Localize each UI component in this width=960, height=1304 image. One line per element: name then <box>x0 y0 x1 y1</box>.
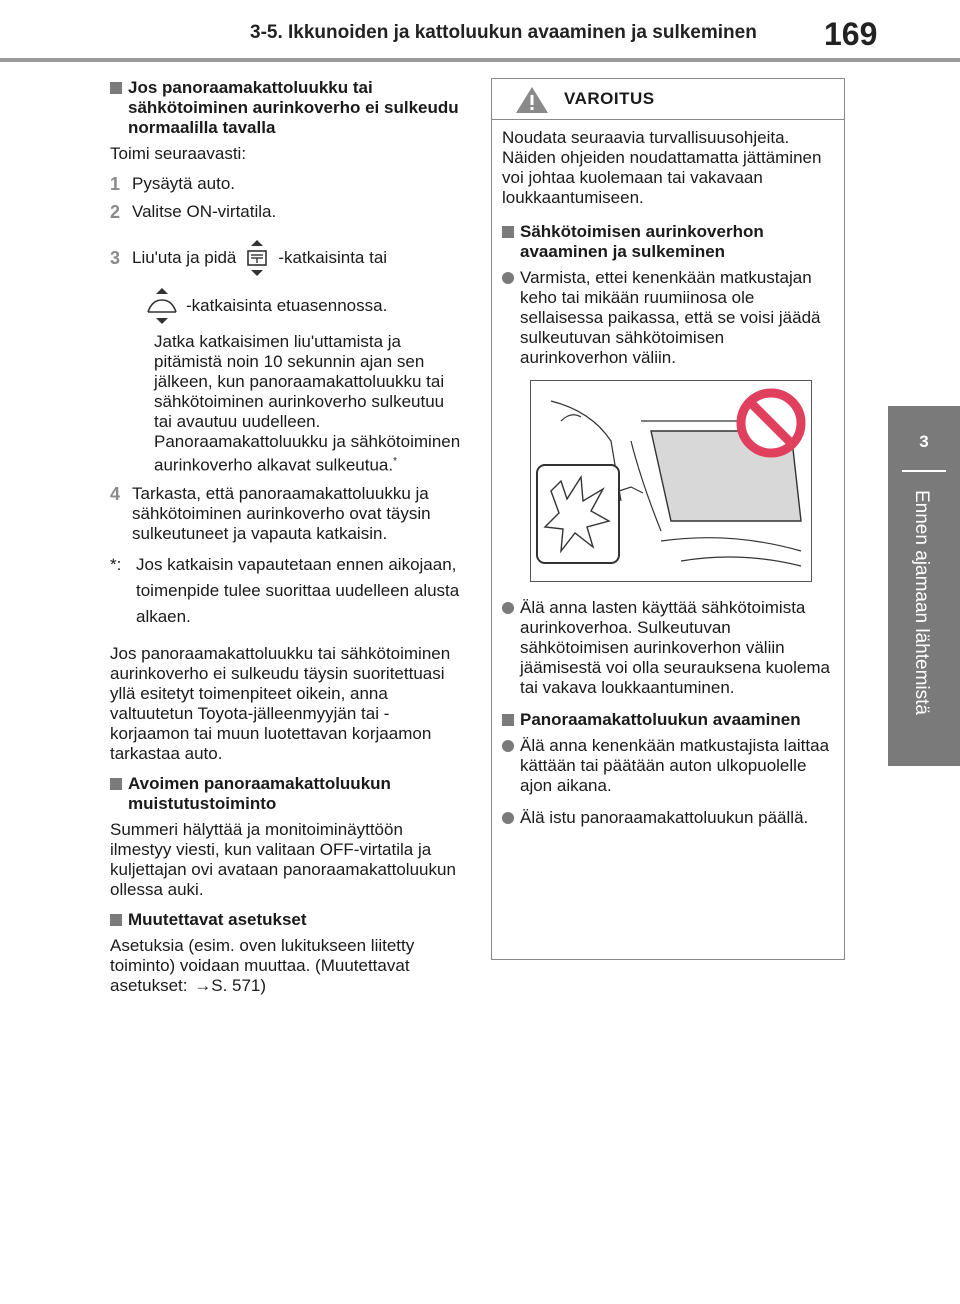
square-bullet-icon <box>110 82 122 94</box>
step-item: 1 Pysäytä auto. <box>110 174 236 194</box>
header-title: 3-5. Ikkunoiden ja kattoluukun avaaminen ja sulkeminen <box>250 22 757 43</box>
square-bullet-icon <box>110 914 122 926</box>
section-heading: Muutettavat asetukset <box>110 910 466 930</box>
header-rule <box>0 58 960 62</box>
sunshade-switch-icon <box>242 238 272 278</box>
warning-triangle-icon <box>514 85 550 115</box>
step-item: 3 Liu'uta ja pidä -katkaisinta tai -katkaisinta etuasennossa. Jatka katkaisimen liu'uttamista ja pitämistä noin 10 sekunnin ajan sen jälkeen, kun panoraamakattoluukku tai sähkötoiminen aurinkoverho sulkeutuu tai avautuu uudelleen. Panoraamakattoluukku ja sähkötoiminen aurinkoverho alkavat sulkeutua.* <box>110 236 466 476</box>
step-item: 2 Valitse ON-virtatila. <box>110 202 277 222</box>
warning-bullet: Älä istu panoraamakattoluukun päällä. <box>502 808 834 828</box>
square-bullet-icon <box>502 226 514 238</box>
intro-text: Toimi seuraavasti: <box>110 144 247 163</box>
round-bullet-icon <box>502 740 514 752</box>
warning-intro: Näiden ohjeiden noudattamatta jättäminen voi johtaa kuolemaan tai vakavaan loukkaantumiseen. <box>502 148 822 207</box>
warning-section-heading: Panoraamakattoluukun avaaminen <box>502 710 834 730</box>
side-chapter-number: 3 <box>919 432 929 451</box>
left-column <box>110 78 466 1006</box>
paragraph: Asetuksia (esim. oven lukitukseen liitetty toiminto) voidaan muuttaa. (Muutettavat asetukset: →S. 571) <box>110 935 415 995</box>
round-bullet-icon <box>502 602 514 614</box>
section-heading: Avoimen panoraamakattoluukun muistutustoiminto <box>110 774 466 814</box>
square-bullet-icon <box>502 714 514 726</box>
page-number: 169 <box>824 16 878 52</box>
step-item: 4 Tarkasta, että panoraamakattoluukku ja sähkötoiminen aurinkoverho ovat täysin sulkeutuneet ja vapauta katkaisin. <box>110 483 431 543</box>
side-tab-divider <box>902 470 946 472</box>
warning-bullet: Älä anna kenenkään matkustajista laittaa kättään tai päätään auton ulkopuolelle ajon aikana. <box>502 736 834 796</box>
paragraph: Summeri hälyttää ja monitoiminäyttöön ilmestyy viesti, kun valitaan OFF-virtatila ja kuljettajan ovi avataan panoraamakattoluukun ollessa auki. <box>110 819 456 899</box>
side-chapter-label: Ennen ajamaan lähtemistä <box>911 490 932 715</box>
warning-bullet: Varmista, ettei kenenkään matkustajan keho tai mikään ruumiinosa ole sellaisessa paikassa, että se voisi jäädä sulkeutuvan sähkötoimisen aurinkoverhon väliin. <box>502 268 834 368</box>
round-bullet-icon <box>502 272 514 284</box>
footnote: *: Jos katkaisin vapautetaan ennen aikojaan, toimenpide tulee suorittaa uudelleen alusta alkaen. <box>110 554 460 626</box>
round-bullet-icon <box>502 812 514 824</box>
page-reference-link[interactable]: S. 571) <box>211 975 267 995</box>
warning-bullet: Älä anna lasten käyttää sähkötoimista aurinkoverhoa. Sulkeutuvan sähkötoimisen aurinkoverhon väliin jäämisestä voi olla seurauksena kuolema tai vakava loukkaantuminen. <box>502 598 834 698</box>
illustration-drawing <box>531 381 811 581</box>
warning-header <box>492 79 844 120</box>
section-heading: Jos panoraamakattoluukku tai sähkötoiminen aurinkoverho ei sulkeudu normaalilla tavalla <box>110 78 466 138</box>
arrow-right-icon: → <box>194 975 212 995</box>
warning-title: VAROITUS <box>564 89 655 108</box>
paragraph: Jos panoraamakattoluukku tai sähkötoiminen aurinkoverho ei sulkeudu täysin suoritettuasi yllä esitetyt toimenpiteet oikein, anna valtuutetun Toyota-jälleenmyyjän tai -korjaamon tai muun luotettavan korjaamon tarkastaa auto. <box>110 643 451 763</box>
warning-intro: Noudata seuraavia turvallisuusohjeita. <box>502 128 790 147</box>
square-bullet-icon <box>110 778 122 790</box>
sunshade-hand-illustration <box>530 380 812 582</box>
roof-switch-icon <box>144 286 180 326</box>
warning-box <box>491 78 845 960</box>
warning-section-heading: Sähkötoimisen aurinkoverhon avaaminen ja sulkeminen <box>502 222 834 262</box>
